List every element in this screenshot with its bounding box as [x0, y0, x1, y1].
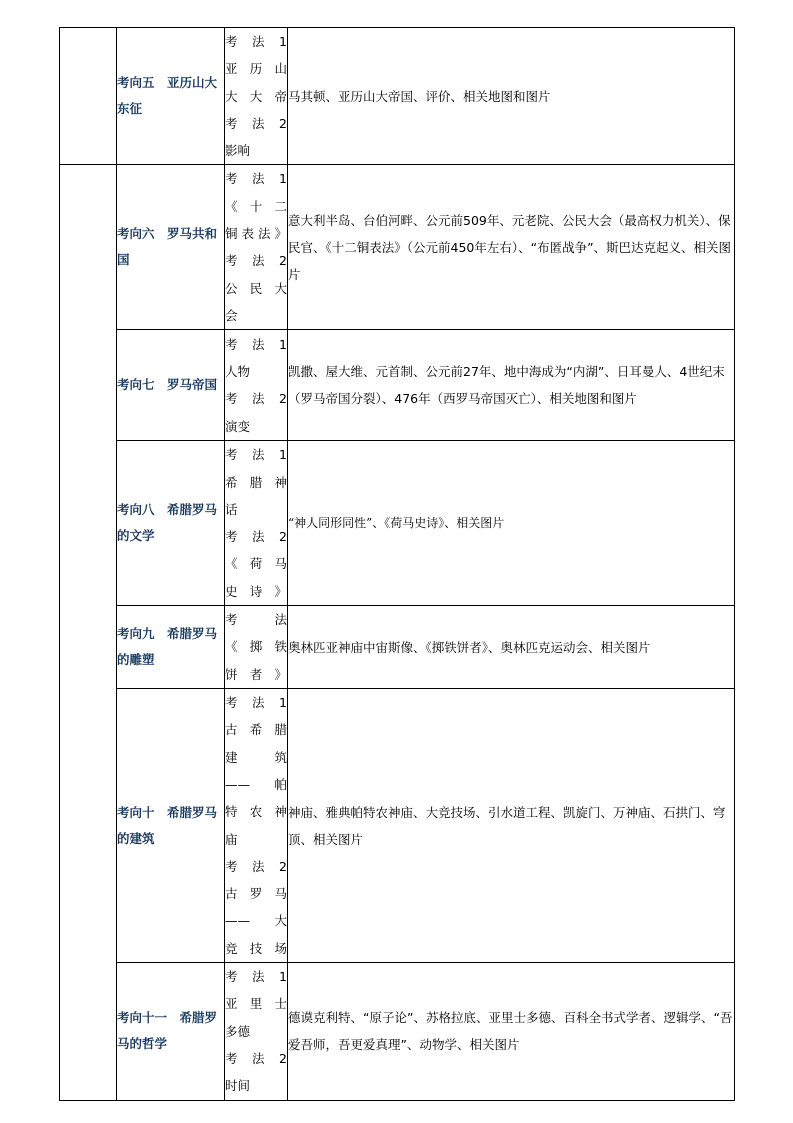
- method-line: 希腊神: [225, 474, 287, 490]
- method-line: ——大: [225, 913, 287, 929]
- method-line: 考法2: [225, 391, 287, 407]
- method-line: 多德: [225, 1023, 251, 1039]
- table-row: [60, 330, 735, 441]
- method-line: 考 法: [225, 612, 287, 628]
- table-row: [60, 606, 735, 689]
- method-cell: [225, 165, 288, 330]
- content-cell: 意大利半岛、台伯河畔、公元前509年、元老院、公民大会（最高权力机关）、保民官、《十二铜表法》（公元前450年左右）、“布匿战争”、斯巴达克起义、相关图片: [288, 165, 735, 330]
- method-line: 庙: [225, 831, 238, 847]
- method-line: 考法2: [225, 1050, 287, 1066]
- method-line: 考法1: [225, 695, 287, 711]
- content-cell: 奥林匹亚神庙中宙斯像、《掷铁饼者》、奥林匹克运动会、相关图片: [288, 606, 735, 689]
- method-line: 影响: [225, 143, 251, 159]
- method-line: 古罗马: [225, 886, 287, 902]
- method-cell: [225, 606, 288, 689]
- topic-cell: 考向六 罗马共和国: [117, 165, 225, 330]
- table-row: [60, 689, 735, 963]
- method-line: 大大帝: [225, 88, 287, 104]
- method-line: 饼者》: [225, 666, 287, 682]
- method-line: 考法2: [225, 858, 287, 874]
- table-row: [60, 963, 735, 1100]
- content-cell: “神人同形同性”、《荷马史诗》、相关图片: [288, 441, 735, 606]
- method-line: 话: [225, 501, 238, 517]
- unit-cell: [60, 165, 117, 1100]
- method-line: 考法1: [225, 447, 287, 463]
- method-line: 《掷铁: [225, 639, 287, 655]
- content-cell: 德谟克利特、“原子论”、苏格拉底、亚里士多德、百科全书式学者、逻辑学、“吾爱吾师，吾更爱真理”、动物学、相关图片: [288, 963, 735, 1100]
- table-row: [60, 441, 735, 606]
- method-line: 《十二: [225, 198, 287, 214]
- topic-cell: 考向九 希腊罗马的雕塑: [117, 606, 225, 689]
- method-cell: [225, 963, 288, 1100]
- method-line: 亚里士: [225, 996, 287, 1012]
- method-line: 会: [225, 307, 238, 323]
- topic-cell: 考向八 希腊罗马的文学: [117, 441, 225, 606]
- method-line: 考法2: [225, 115, 287, 131]
- method-line: 考法1: [225, 34, 287, 49]
- method-cell: [225, 689, 288, 963]
- topic-cell: 考向十 希腊罗马的建筑: [117, 689, 225, 963]
- method-line: 考法1: [225, 969, 287, 985]
- method-line: 考法2: [225, 529, 287, 545]
- content-cell: 神庙、雅典帕特农神庙、大竞技场、引水道工程、凯旋门、万神庙、石拱门、穹顶、相关图片: [288, 689, 735, 963]
- method-line: 人物: [225, 363, 251, 379]
- method-line: 铜表法》: [225, 226, 287, 242]
- method-line: 特农神: [225, 804, 287, 820]
- topic-cell: 考向五 亚历山大东征: [117, 28, 225, 165]
- method-cell: [225, 441, 288, 606]
- method-line: 古希腊: [225, 722, 287, 738]
- method-cell: [225, 330, 288, 441]
- content-cell: 马其顿、亚历山大帝国、评价、相关地图和图片: [288, 28, 735, 165]
- method-line: 演变: [225, 418, 251, 434]
- method-line: 建 筑: [225, 749, 287, 765]
- method-line: 史诗》: [225, 583, 287, 599]
- method-line: 考法2: [225, 253, 287, 269]
- method-line: ——帕: [225, 776, 287, 792]
- method-line: 考法1: [225, 336, 287, 352]
- topic-cell: 考向十一 希腊罗马的哲学: [117, 963, 225, 1100]
- method-cell: [225, 28, 288, 165]
- topic-cell: 考向七 罗马帝国: [117, 330, 225, 441]
- method-line: 时间: [225, 1078, 251, 1094]
- method-line: 亚历山: [225, 61, 287, 77]
- method-line: 《荷马: [225, 556, 287, 572]
- method-line: 公民大: [225, 280, 287, 296]
- content-cell: 凯撒、屋大维、元首制、公元前27年、地中海成为“内湖”、日耳曼人、4世纪末（罗马帝国分裂）、476年（西罗马帝国灭亡）、相关地图和图片: [288, 330, 735, 441]
- exam-topics-table: [59, 27, 735, 1101]
- table-row: [60, 28, 735, 165]
- method-line: 考法1: [225, 171, 287, 187]
- table-row: [60, 165, 735, 330]
- method-line: 竞技场: [225, 940, 287, 956]
- unit-cell: [60, 28, 117, 165]
